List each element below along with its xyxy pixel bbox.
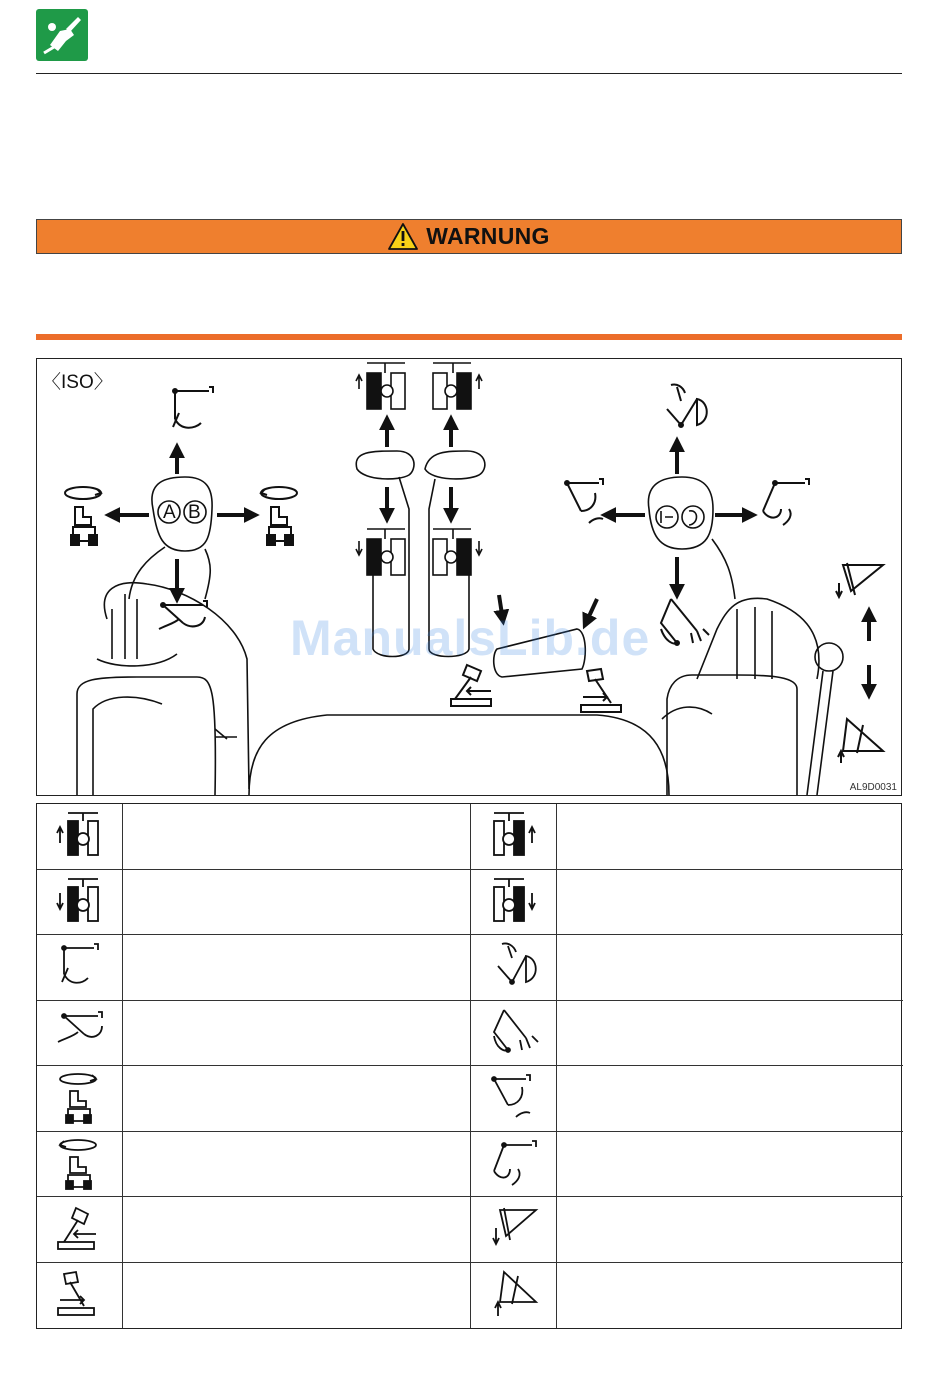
seat-outline <box>249 715 669 795</box>
section-rule <box>36 334 902 340</box>
legend-row-2-right-symbol <box>471 870 557 936</box>
legend-row-3-right-description <box>557 935 903 1001</box>
swing-left-icon <box>54 1071 106 1125</box>
bucket-dig-icon <box>488 1071 540 1125</box>
blade-raise-icon <box>833 715 887 765</box>
arm-in-icon <box>54 1006 106 1060</box>
legend-row-8-left-symbol <box>37 1263 123 1329</box>
hand-operating-lever-icon <box>36 9 88 61</box>
blade-lower-icon <box>833 555 887 601</box>
arm-out-icon <box>54 940 106 994</box>
boom-swing-left-icon <box>54 1202 106 1256</box>
figure-code: AL9D0031 <box>849 782 897 793</box>
bucket-dig-icon <box>563 475 615 529</box>
legend-row-1-left-description <box>123 804 471 870</box>
legend-row-3-right-symbol <box>471 935 557 1001</box>
arm-in-icon <box>157 597 217 637</box>
right-travel-lever <box>425 451 485 479</box>
left-track-forward-icon <box>54 809 106 863</box>
legend-row-5-left-symbol <box>37 1066 123 1132</box>
left-travel-lever <box>356 451 414 479</box>
legend-row-5-right-symbol <box>471 1066 557 1132</box>
legend-row-2-left-description <box>123 870 471 936</box>
right-track-reverse-icon <box>488 875 540 929</box>
lever-mark-a: A <box>163 502 176 523</box>
boom-lower-icon <box>657 381 715 437</box>
legend-row-8-right-description <box>557 1263 903 1329</box>
swing-right-icon <box>257 483 303 551</box>
legend-row-6-right-symbol <box>471 1132 557 1198</box>
warning-label: WARNUNG <box>426 223 550 249</box>
left-track-reverse-icon <box>353 525 409 579</box>
legend-row-4-right-description <box>557 1001 903 1067</box>
swing-left-icon <box>61 483 107 551</box>
warning-banner <box>36 219 902 254</box>
control-pattern-figure <box>36 358 902 796</box>
left-armrest <box>77 677 215 795</box>
legend-row-1-right-symbol <box>471 804 557 870</box>
legend-row-6-left-symbol <box>37 1132 123 1198</box>
symbol-legend-table <box>36 803 902 1329</box>
legend-row-2-right-description <box>557 870 903 936</box>
left-lever-knob <box>152 477 212 551</box>
boom-raise-icon <box>657 595 715 651</box>
bucket-dump-icon <box>488 1137 540 1191</box>
legend-row-4-left-symbol <box>37 1001 123 1067</box>
iso-label: 〈ISO〉 <box>42 372 113 393</box>
legend-row-7-right-description <box>557 1197 903 1263</box>
boom-lower-icon <box>488 940 540 994</box>
legend-row-4-left-description <box>123 1001 471 1067</box>
legend-row-1-left-symbol <box>37 804 123 870</box>
boom-raise-icon <box>488 1006 540 1060</box>
legend-row-7-left-symbol <box>37 1197 123 1263</box>
right-track-reverse-icon <box>429 525 485 579</box>
lever-mark-b: B <box>188 502 201 523</box>
boom-swing-right-icon <box>577 665 627 715</box>
left-track-forward-icon <box>353 359 409 413</box>
blade-raise-icon <box>488 1268 540 1322</box>
left-track-reverse-icon <box>54 875 106 929</box>
right-track-forward-icon <box>488 809 540 863</box>
legend-row-8-left-description <box>123 1263 471 1329</box>
boom-swing-right-icon <box>54 1268 106 1322</box>
legend-row-6-right-description <box>557 1132 903 1198</box>
legend-row-7-left-description <box>123 1197 471 1263</box>
blade-lower-icon <box>488 1202 540 1256</box>
legend-row-7-right-symbol <box>471 1197 557 1263</box>
legend-row-5-left-description <box>123 1066 471 1132</box>
bucket-dump-icon <box>759 475 811 529</box>
arm-out-icon <box>165 383 221 435</box>
legend-row-1-right-description <box>557 804 903 870</box>
legend-row-3-left-description <box>123 935 471 1001</box>
swing-right-icon <box>54 1137 106 1191</box>
legend-row-6-left-description <box>123 1132 471 1198</box>
legend-row-5-right-description <box>557 1066 903 1132</box>
watermark: ManualsLib.de <box>290 610 651 666</box>
legend-row-8-right-symbol <box>471 1263 557 1329</box>
right-track-forward-icon <box>429 359 485 413</box>
warning-triangle-icon <box>388 223 418 250</box>
legend-row-3-left-symbol <box>37 935 123 1001</box>
right-armrest <box>667 675 797 795</box>
legend-row-2-left-symbol <box>37 870 123 936</box>
right-lever-base <box>697 598 819 679</box>
header-divider <box>36 73 902 74</box>
legend-row-4-right-symbol <box>471 1001 557 1067</box>
